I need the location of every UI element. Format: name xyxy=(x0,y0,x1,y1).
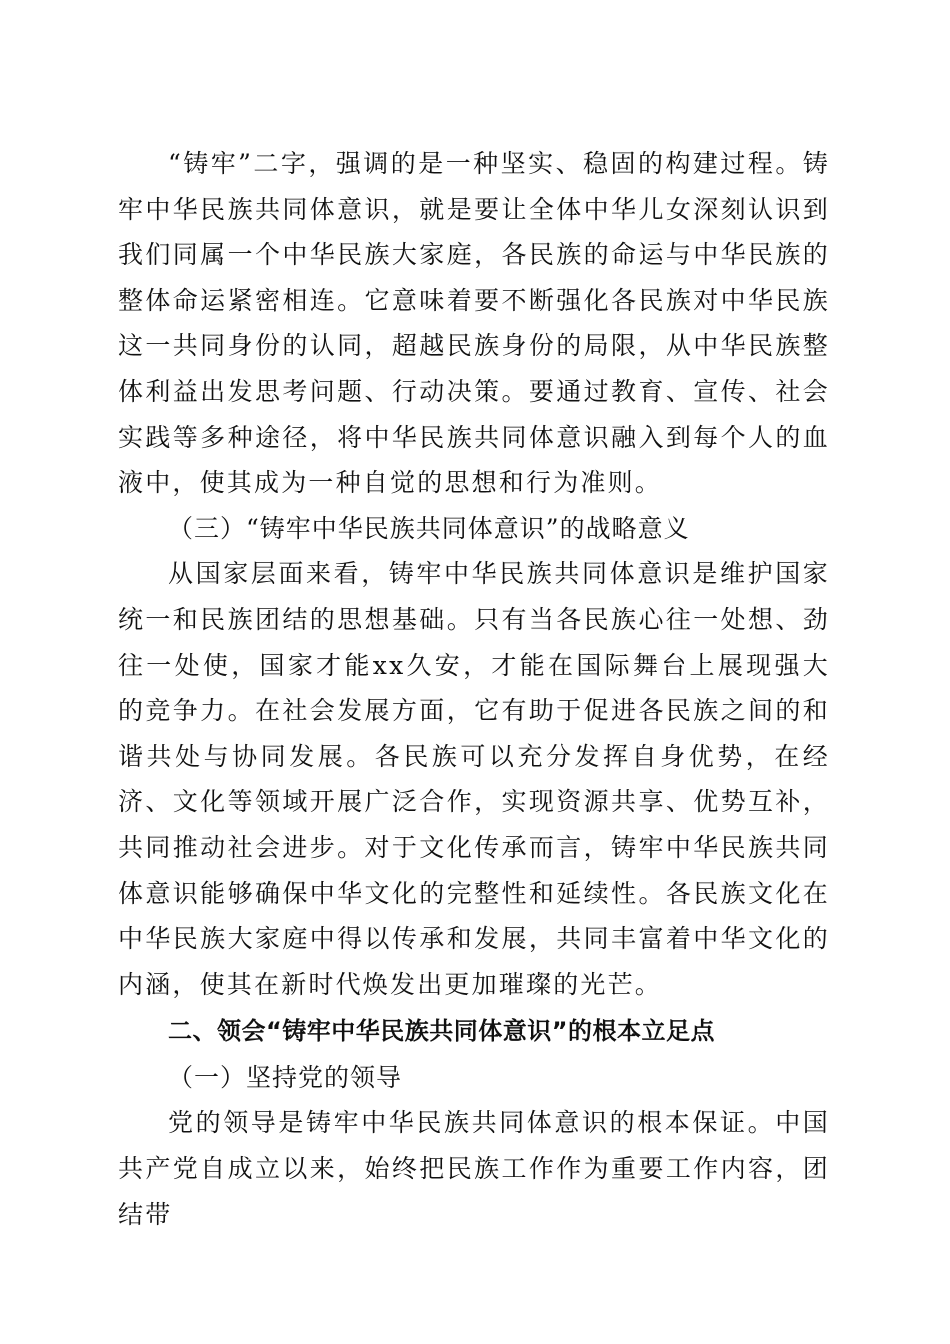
paragraph-zhulao-meaning: “铸牢”二字，强调的是一种坚实、稳固的构建过程。铸牢中华民族共同体意识，就是要让全体中华儿女深刻认识到我们同属一个中华民族大家庭，各民族的命运与中华民族的整体命运紧密相连。它意味着要不断强化各民族对中华民族这一共同身份的认同，超越民族身份的局限，从中华民族整体利益出发思考问题、行动决策。要通过教育、宣传、社会实践等多种途径，将中华民族共同体意识融入到每个人的血液中，使其成为一种自觉的思想和行为准则。 xyxy=(118,149,830,498)
document-body xyxy=(118,141,830,1237)
paragraph-strategic-significance: 从国家层面来看，铸牢中华民族共同体意识是维护国家统一和民族团结的思想基础。只有当各民族心往一处想、劲往一处使，国家才能xx久安，才能在国际舞台上展现强大的竞争力。在社会发展方面，它有助于促进各民族之间的和谐共处与协同发展。各民族可以充分发挥自身优势，在经济、文化等领域开展广泛合作，实现资源共享、优势互补，共同推动社会进步。对于文化传承而言，铸牢中华民族共同体意识能够确保中华文化的完整性和延续性。各民族文化在中华民族大家庭中得以传承和发展，共同丰富着中华文化的内涵，使其在新时代焕发出更加璀璨的光芒。 xyxy=(118,559,830,999)
subheading-strategic-significance: （三）“铸牢中华民族共同体意识”的战略意义 xyxy=(168,513,690,543)
subheading-party-leadership: （一）坚持党的领导 xyxy=(168,1062,403,1092)
section-heading-two: 二、领会“铸牢中华民族共同体意识”的根本立足点 xyxy=(168,1017,716,1046)
paragraph-party-leadership: 党的领导是铸牢中华民族共同体意识的根本保证。中国共产党自成立以来，始终把民族工作作为重要工作内容，团结带 xyxy=(118,1108,830,1229)
